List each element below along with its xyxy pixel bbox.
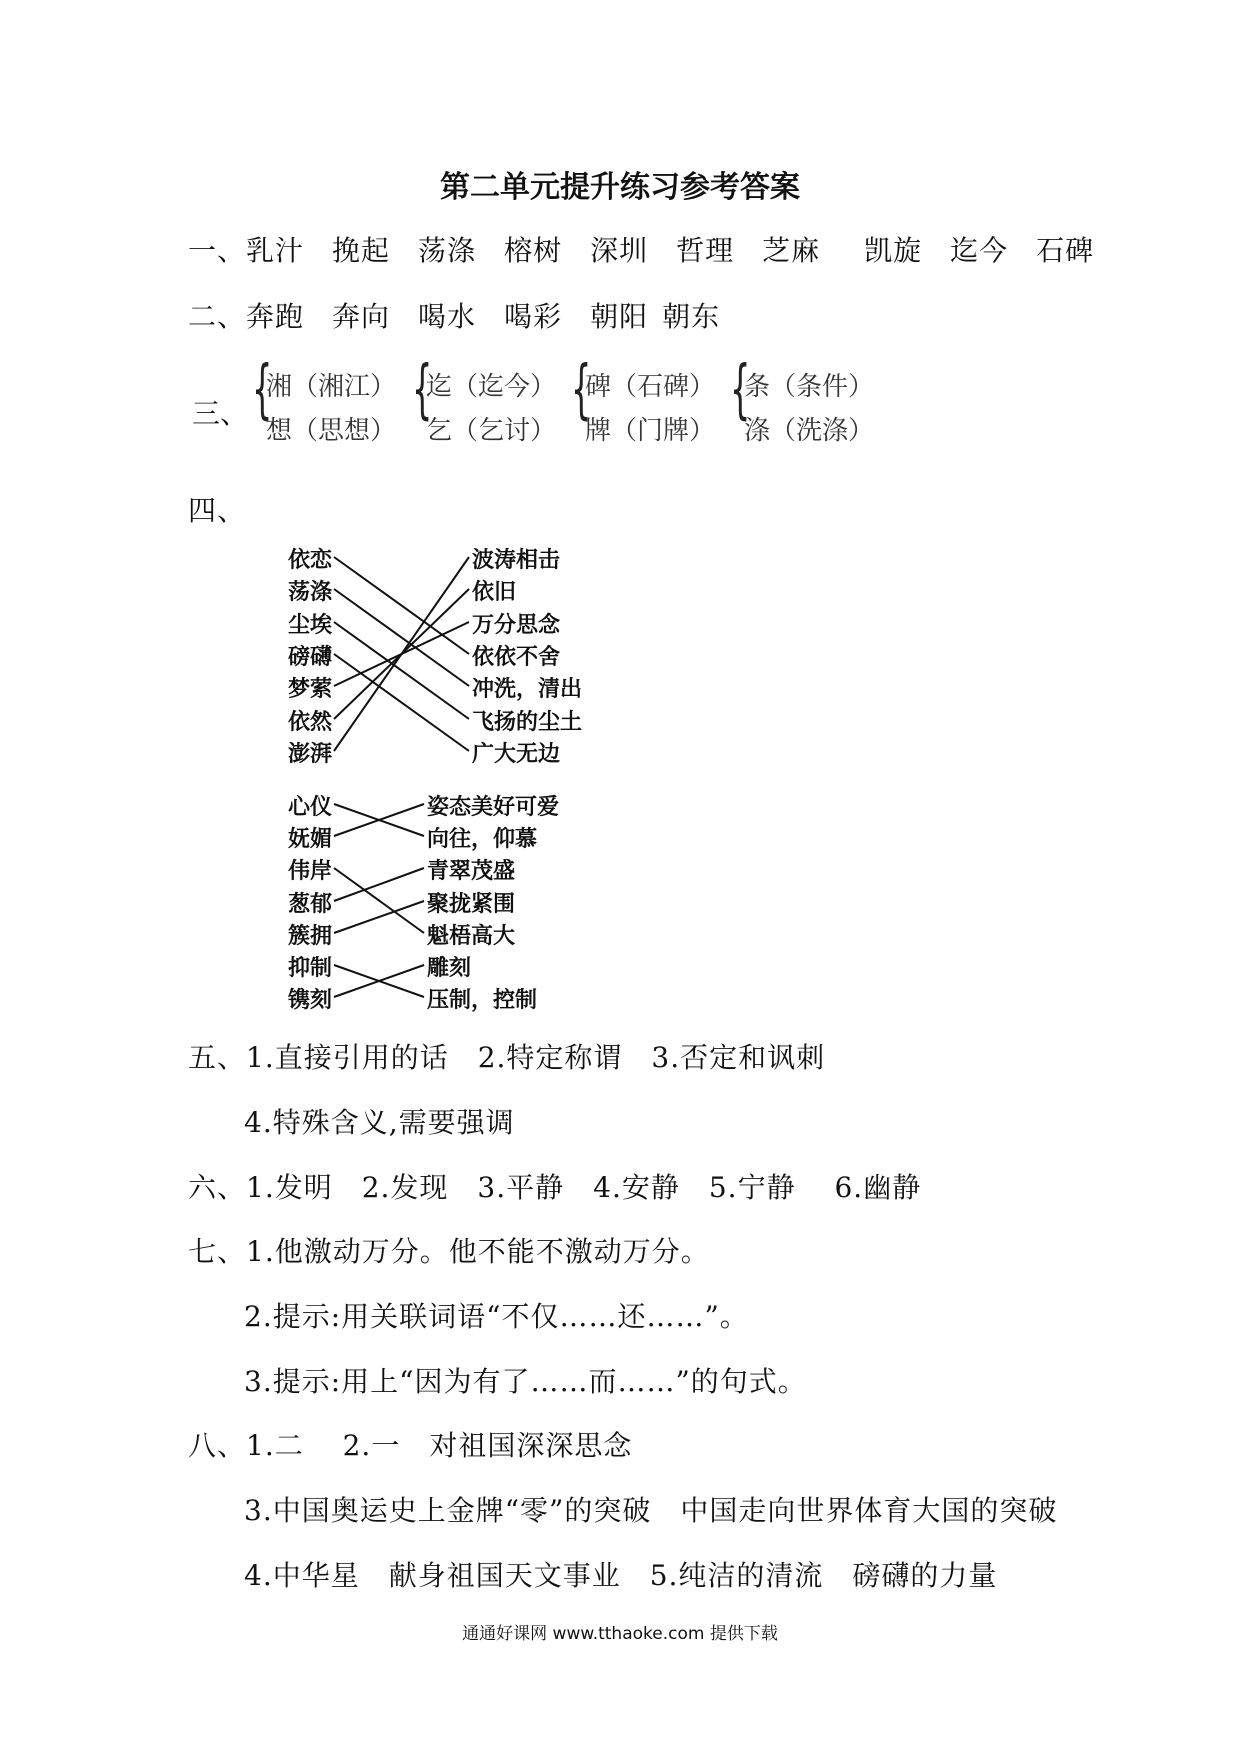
brace-icon: { <box>571 353 592 427</box>
section-6-line-1: 六、1.发明 2.发现 3.平静 4.安静 5.宁静 6.幽静 <box>188 1171 922 1204</box>
section-8-line-3: 4.中华星 献身祖国天文事业 5.纯洁的清流 磅礴的力量 <box>244 1559 998 1592</box>
section-3-label: 三、 <box>192 397 249 430</box>
char-pair-bottom: 牌（门牌） <box>585 416 716 446</box>
section-5-line-1: 五、1.直接引用的话 2.特定称谓 3.否定和讽刺 <box>188 1041 826 1074</box>
match-right-word: 聚拢紧围 <box>427 892 516 917</box>
match-left-word: 澎湃 <box>288 742 333 767</box>
word: 凯旋 <box>864 234 923 267</box>
char-pair-bottom: 乞（乞讨） <box>426 416 557 446</box>
char-pair-bottom: 涤（洗涤） <box>744 416 875 446</box>
match-left-word: 依恋 <box>288 548 333 573</box>
match-right-word: 向往，仰慕 <box>427 827 538 852</box>
match-right-word: 飞扬的尘土 <box>472 710 583 735</box>
word: 奔跑 <box>246 300 305 333</box>
match-left-word: 磅礴 <box>288 645 333 670</box>
brace-icon: { <box>412 353 433 427</box>
section-4-label: 四、 <box>188 494 247 527</box>
word: 哲理 <box>676 234 735 267</box>
section-7-line-3: 3.提示:用上“因为有了……而……”的句式。 <box>244 1365 807 1398</box>
section-7-line-2: 2.提示:用关联词语“不仅……还……”。 <box>244 1300 749 1333</box>
match-right-word: 广大无边 <box>472 742 561 767</box>
match-right-word: 雕刻 <box>427 956 472 981</box>
match-left-word: 葱郁 <box>288 892 333 917</box>
brace-icon: { <box>252 353 273 427</box>
match-line <box>334 868 424 901</box>
match-right-word: 依旧 <box>472 580 517 605</box>
match-line <box>334 622 469 719</box>
match-left-word: 伟岸 <box>288 859 333 884</box>
section-1 <box>188 229 1094 269</box>
char-pair-top: 湘（湘江） <box>266 372 397 402</box>
match-line <box>334 557 469 654</box>
match-right-word: 青翠茂盛 <box>427 859 516 884</box>
word: 挽起 <box>332 234 391 267</box>
section-2-label: 二、 <box>188 300 247 333</box>
match-line <box>334 901 424 933</box>
match-right-word: 冲洗，清出 <box>472 677 583 702</box>
match-left-word: 妩媚 <box>288 827 333 852</box>
word: 奔向 <box>332 300 391 333</box>
section-8-line-1: 八、1.二 2.一 对祖国深深思念 <box>188 1429 633 1462</box>
match-line <box>334 589 469 719</box>
match-left-word: 簇拥 <box>288 924 333 949</box>
word: 喝水 <box>418 300 477 333</box>
word: 乳汁 <box>246 234 305 267</box>
word: 石碑 <box>1036 234 1095 267</box>
match-line <box>334 622 469 686</box>
word: 榕树 <box>504 234 563 267</box>
match-right-word: 姿态美好可爱 <box>427 795 560 820</box>
char-pair-bottom: 想（思想） <box>266 416 397 446</box>
word: 芝麻 <box>762 234 821 267</box>
char-pair-top: 条（条件） <box>744 372 875 402</box>
match-right-word: 万分思念 <box>472 613 561 638</box>
match-line <box>334 557 469 751</box>
section-5-line-2: 4.特殊含义,需要强调 <box>244 1106 515 1139</box>
match-line <box>334 965 424 997</box>
footer-credit: 通通好课网 www.tthaoke.com 提供下载 <box>462 1624 778 1644</box>
match-right-word: 压制，控制 <box>427 988 538 1013</box>
brace-icon: { <box>730 353 751 427</box>
match-line <box>334 804 424 836</box>
word: 荡涤 <box>418 234 477 267</box>
section-2 <box>188 295 720 335</box>
match-left-word: 荡涤 <box>288 580 333 605</box>
word: 迄今 <box>950 234 1009 267</box>
char-pair-top: 迄（迄今） <box>426 372 557 402</box>
word: 朝东 <box>662 300 721 333</box>
section-8-line-2: 3.中国奥运史上金牌“零”的突破 中国走向世界体育大国的突破 <box>244 1494 1058 1527</box>
match-line <box>334 654 469 751</box>
match-left-word: 镌刻 <box>288 988 333 1013</box>
match-line <box>334 804 424 836</box>
match-left-word: 依然 <box>288 710 333 735</box>
word: 喝彩 <box>504 300 563 333</box>
match-line <box>334 589 469 686</box>
match-right-word: 魁梧高大 <box>427 924 516 949</box>
word: 深圳 <box>590 234 649 267</box>
word: 朝阳 <box>590 300 649 333</box>
match-left-word: 梦萦 <box>288 677 333 702</box>
section-1-label: 一、 <box>188 234 247 267</box>
match-line <box>334 965 424 997</box>
section-7-line-1: 七、1.他激动万分。他不能不激动万分。 <box>188 1235 710 1268</box>
page-title: 第二单元提升练习参考答案 <box>440 170 800 205</box>
match-line <box>334 868 424 933</box>
match-left-word: 抑制 <box>288 956 333 981</box>
char-pair-top: 碑（石碑） <box>585 372 716 402</box>
match-left-word: 尘埃 <box>288 613 333 638</box>
match-left-word: 心仪 <box>288 795 333 820</box>
match-right-word: 依依不舍 <box>472 645 561 670</box>
match-right-word: 波涛相击 <box>472 548 561 573</box>
